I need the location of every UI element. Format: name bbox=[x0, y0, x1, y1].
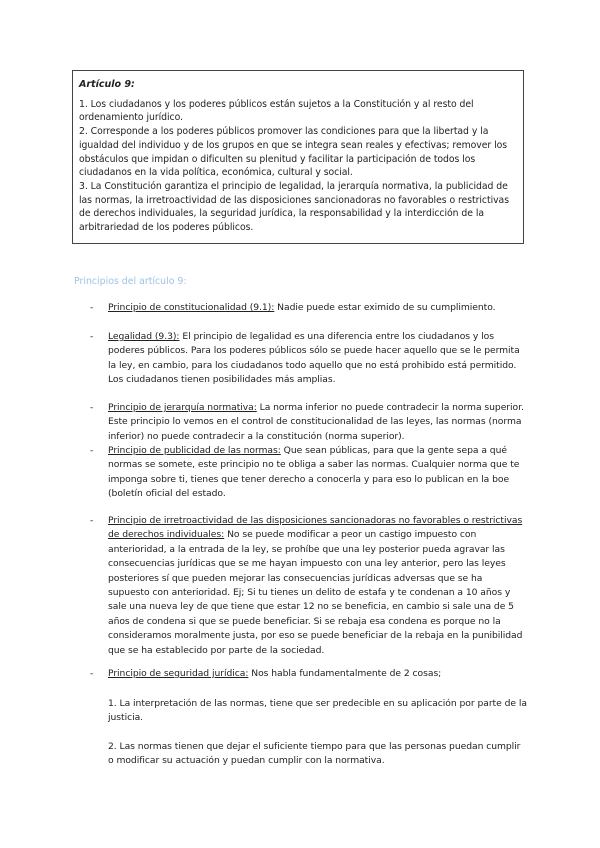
principle-text: No se puede modificar a peor un castigo impuesto con anterioridad, a la entrada de la ley, se prohíbe que una ley posterior pueda agravar las consecuencias jurídicas que se me hayan impuesto con una ley anterior, pero las leyes posteriores sí que pueden mejorar las consecuencias jurídicas adversas que se ha supuesto con anterioridad. Ej; Si tu tienes un delito de estafa y te condenan a 10 años y sale una nueva ley de que tiene que estar 12 no se beneficia, en cambio si sale una de 5 años de condena si que se puede beneficiar. Si se rebaja esa condena es porque no la consideramos moralmente justa, por eso se puede beneficiar de la rebaja en la punibilidad que se ha establecido por parte de la sociedad. bbox=[108, 529, 523, 656]
sub-item-1: 1. La interpretación de las normas, tiene que ser predecible en su aplicación por parte de la justicia. bbox=[108, 698, 527, 724]
list-item-seguridad-juridica bbox=[90, 667, 526, 681]
bullet-dash: - bbox=[90, 445, 94, 456]
principle-label: Principio de publicidad de las normas: bbox=[108, 445, 281, 456]
sub-item-2: 2. Las normas tienen que dejar el suficiente tiempo para que las personas puedan cumplir o modificar su actuación y puedan cumplir con la normativa. bbox=[108, 741, 521, 767]
article-paragraph-3: 3. La Constitución garantiza el principio de legalidad, la jerarquía normativa, la publicidad de las normas, la irretroactividad de las disposiciones sancionadoras no favorables o restrictivas de derechos individuales, la seguridad jurídica, la responsabilidad y la interdicción de la arbitrariedad de los poderes públicos. bbox=[79, 180, 509, 234]
section-heading: Principios del artículo 9: bbox=[74, 276, 187, 287]
bullet-dash: - bbox=[90, 515, 94, 526]
principle-label: Principio de jerarquía normativa: bbox=[108, 402, 257, 413]
list-item-irretroactividad bbox=[90, 514, 526, 658]
list-item-constitucionalidad bbox=[90, 301, 526, 315]
list-item-jerarquia bbox=[90, 401, 526, 444]
list-item-publicidad bbox=[90, 444, 526, 502]
bullet-dash: - bbox=[90, 668, 94, 679]
list-item-text bbox=[108, 401, 526, 444]
list-item-text bbox=[108, 444, 526, 502]
article-9-box bbox=[72, 70, 524, 244]
list-item-legalidad bbox=[90, 330, 526, 388]
list-item-text bbox=[108, 330, 526, 388]
list-item-text bbox=[108, 301, 526, 315]
principle-text: Nos habla fundamentalmente de 2 cosas; bbox=[248, 668, 442, 679]
principle-text: Nadie puede estar eximido de su cumplimiento. bbox=[274, 302, 496, 313]
bullet-dash: - bbox=[90, 302, 94, 313]
principle-label: Principio de irretroactividad de las disposiciones sancionadoras no favorables o restrictivas de derechos individuales: bbox=[108, 515, 523, 541]
principle-label: Principio de constitucionalidad (9.1): bbox=[108, 302, 275, 313]
principle-text: El principio de legalidad es una diferencia entre los ciudadanos y los poderes públicos. Para los poderes públicos sólo se puede hacer aquello que se le permita la ley, en cambio, para los ciudadanos todo aquello que no está prohibido está permitido. Los ciudadanos tienen posibilidades más amplias. bbox=[108, 331, 520, 386]
bullet-dash: - bbox=[90, 402, 94, 413]
article-paragraph-2: 2. Corresponde a los poderes públicos promover las condiciones para que la libertad y la igualdad del individuo y de los grupos en que se integra sean reales y efectivas; remover los obstáculos que impidan o dificulten su plenitud y facilitar la participación de todos los ciudadanos en la vida política, económica, cultural y social. bbox=[79, 126, 508, 179]
article-paragraph-1: 1. Los ciudadanos y los poderes públicos están sujetos a la Constitución y al resto del ordenamiento jurídico. bbox=[79, 98, 474, 124]
list-item-text bbox=[108, 667, 526, 681]
principle-label: Legalidad (9.3): bbox=[108, 331, 180, 342]
principle-text: La norma inferior no puede contradecir la norma superior. Este principio lo vemos en el control de constitucionalidad de las leyes, las normas (norma inferior) no puede contradecir a la constitución (norma superior). bbox=[108, 402, 524, 442]
principle-label: Principio de seguridad jurídica: bbox=[108, 668, 249, 679]
article-title: Artículo 9: bbox=[79, 79, 135, 90]
list-item-text bbox=[108, 514, 526, 658]
bullet-dash: - bbox=[90, 331, 94, 342]
principle-text: Que sean públicas, para que la gente sepa a qué normas se somete, este principio no te obliga a saber las normas. Cualquier norma que te imponga sobre ti, tienes que tener derecho a conocerla y para eso lo publican en la boe (boletín oficial del estado. bbox=[108, 445, 520, 500]
